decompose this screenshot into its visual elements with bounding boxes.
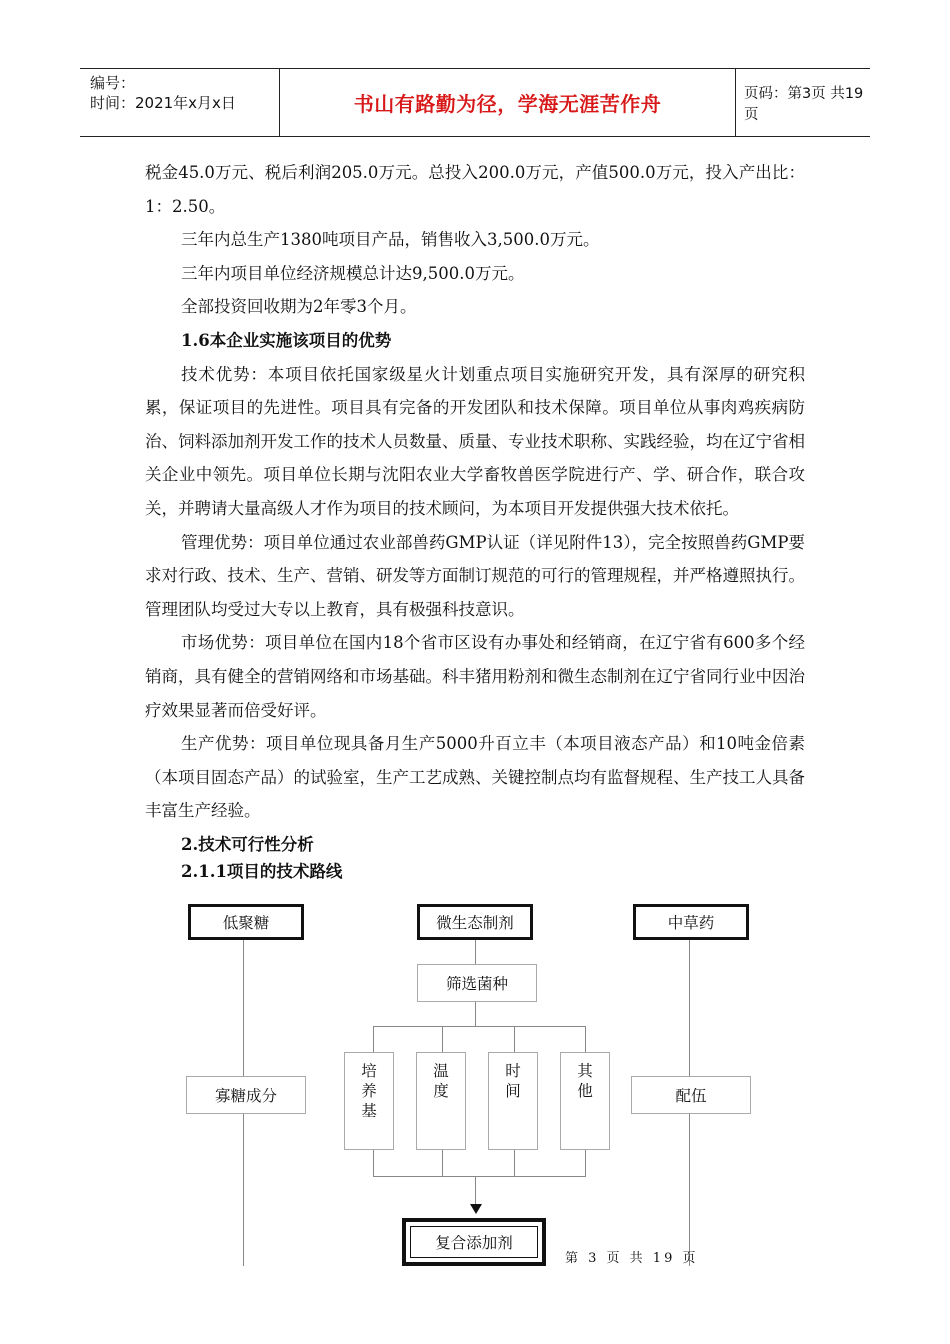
box-oligosaccharide: 低聚糖	[188, 904, 304, 940]
connector-line	[475, 1176, 476, 1206]
header-motto: 书山有路勤为径，学海无涯苦作舟	[280, 69, 736, 136]
paragraph: 三年内总生产1380吨项目产品，销售收入3,500.0万元。	[181, 230, 600, 250]
box-screen-strains: 筛选菌种	[417, 964, 537, 1002]
box-oligosaccharide-component: 寡糖成分	[186, 1076, 306, 1114]
paragraph: 税金45.0万元、税后利润205.0万元。总投入200.0万元，产值500.0万元，投入产出比：1：2.50。	[145, 163, 805, 216]
section-heading: 1.6本企业实施该项目的优势	[181, 330, 392, 350]
number-label: 编号：	[90, 74, 136, 92]
connector-line	[373, 1150, 374, 1176]
paragraph: 管理优势：项目单位通过农业部兽药GMP认证（详见附件13），完全按照兽药GMP要求对行政、技术、生产、营销、研发等方面制订规范的可行的管理规程，并严格遵照执行。管理团队均受过大专以上教育，具有极强科技意识。	[145, 532, 805, 619]
box-compatibility: 配伍	[631, 1076, 751, 1114]
page-footer: 第 3 页 共 19 页	[565, 1251, 699, 1266]
connector-line	[373, 1026, 374, 1052]
box-herbal: 中草药	[633, 904, 749, 940]
connector-line	[373, 1176, 586, 1177]
factor-char: 其	[577, 1062, 593, 1080]
connector-line	[442, 1150, 443, 1176]
header-page-label: 页码：第3页 共19页	[744, 85, 864, 123]
subsection-heading: 2.1.1项目的技术路线	[181, 862, 343, 882]
box-factor	[560, 1052, 610, 1150]
factor-char: 养	[361, 1082, 377, 1100]
paragraph: 生产优势：项目单位现具备月生产5000升百立丰（本项目液态产品）和10吨金倍素（本项目固态产品）的试验室，生产工艺成熟、关键控制点均有监督规程、生产技工人具备丰富生产经验。	[145, 734, 805, 821]
paragraph: 全部投资回收期为2年零3个月。	[181, 297, 417, 317]
document-body	[145, 156, 805, 883]
connector-line	[475, 938, 476, 964]
box-factor	[344, 1052, 394, 1150]
section-heading: 2.技术可行性分析	[181, 834, 314, 854]
connector-line	[585, 1026, 586, 1052]
paragraph: 三年内项目单位经济规模总计达9,500.0万元。	[181, 263, 525, 283]
connector-line	[514, 1150, 515, 1176]
factor-char: 间	[505, 1082, 521, 1100]
connector-line	[442, 1026, 443, 1052]
date-label: 时间：2021年x月x日	[90, 94, 236, 112]
factor-char: 他	[577, 1082, 593, 1100]
connector-line	[585, 1150, 586, 1176]
box-factor	[416, 1052, 466, 1150]
box-compound-additive: 复合添加剂	[402, 1218, 546, 1266]
header-meta	[80, 69, 280, 136]
connector-line	[373, 1026, 586, 1027]
connector-line	[475, 1001, 476, 1026]
paragraph: 市场优势：项目单位在国内18个省市区设有办事处和经销商，在辽宁省有600多个经销商，具有健全的营销网络和市场基础。科丰猪用粉剂和微生态制剂在辽宁省同行业中因治疗效果显著而倍受好评。	[145, 633, 805, 720]
factor-char: 基	[361, 1102, 377, 1120]
box-probiotics: 微生态制剂	[417, 904, 533, 940]
factor-char: 度	[433, 1082, 449, 1100]
factor-char: 培	[361, 1062, 377, 1080]
factor-char: 温	[433, 1062, 449, 1080]
connector-line	[514, 1026, 515, 1052]
box-factor	[488, 1052, 538, 1150]
technical-route-flowchart	[180, 900, 720, 1270]
paragraph: 技术优势：本项目依托国家级星火计划重点项目实施研究开发，具有深厚的研究积累，保证项目的先进性。项目具有完备的开发团队和技术保障。项目单位从事肉鸡疾病防治、饲料添加剂开发工作的技术人员数量、质量、专业技术职称、实践经验，均在辽宁省相关企业中领先。项目单位长期与沈阳农业大学畜牧兽医学院进行产、学、研合作，联合攻关，并聘请大量高级人才作为项目的技术顾问，为本项目开发提供强大技术依托。	[145, 364, 805, 518]
arrow-down-icon	[470, 1204, 482, 1214]
page-header	[80, 68, 870, 137]
factor-char: 时	[505, 1062, 521, 1080]
